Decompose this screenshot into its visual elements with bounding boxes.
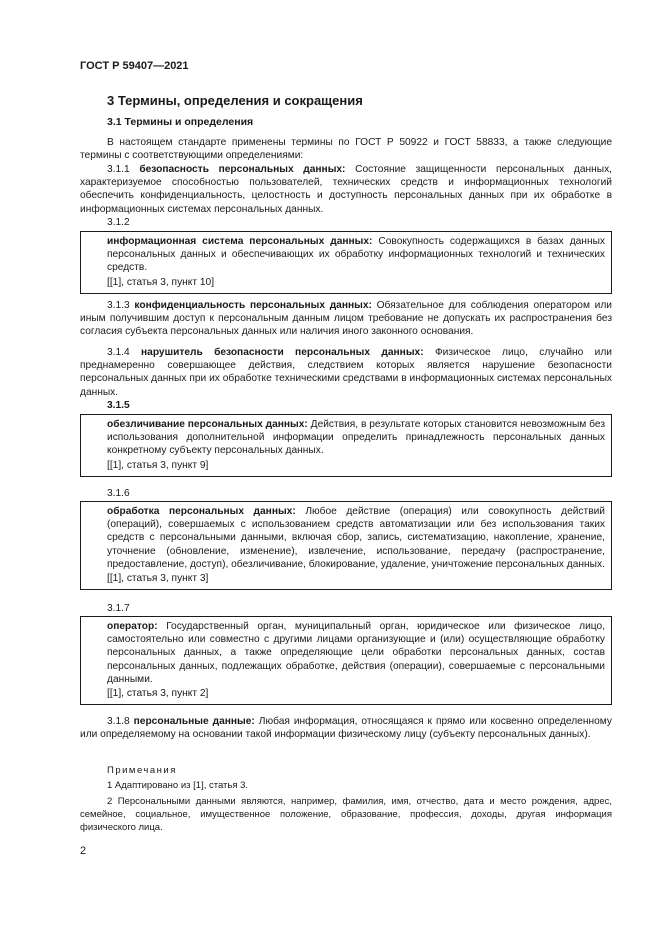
term-3-1-8: [80, 715, 612, 741]
term-definition: Обязательное для соблюдения оператором или иным получившим доступ к персональным данным лицом требование не допускать их распространения без согласия субъекта персональных данных или наличия иного законного основания.: [80, 300, 612, 338]
term-definition: Любое действие (операция) или совокупность действий (операций), совершаемых с использованием средств автоматизации или без использования таких средств с персональными данными, включая сбор, запись, систематизацию, накопление, хранение, уточнение (обновление, изменение), извлечение, использование, передачу (распространение, предоставление, доступ), обезличивание, блокирование, удаление, уничтожение персональных данных.: [107, 506, 605, 570]
term-definition: Действия, в результате которых становится невозможным без использования дополнительной информации определить принадлежность персональных данных конкретному субъекту персональных данных.: [107, 419, 605, 457]
term-number: 3.1.3: [107, 300, 130, 311]
note-2: 2 Персональными данными являются, например, фамилия, имя, отчество, дата и место рождения, адрес, семейное, социальное, имущественное положение, образование, профессия, доходы, другая информация физического лица.: [80, 796, 612, 833]
term-3-1-4: [80, 346, 612, 399]
term-source: [[1], статья 3, пункт 2]: [107, 688, 209, 700]
term-3-1-3: [80, 299, 612, 339]
term-definition: Совокупность содержащихся в базах данных персональных данных и обеспечивающих их обработку информационных технологий и технических средств.: [107, 236, 605, 274]
term-3-1-5: [107, 418, 605, 458]
term-definition: Любая информация, относящаяся к прямо или косвенно определенному или определяемому на основании такой информации физическому лицу (субъекту персональных данных).: [80, 716, 612, 741]
page-number: 2: [80, 845, 87, 857]
term-source: [[1], статья 3, пункт 10]: [107, 276, 215, 288]
term-box-3-1-2: [80, 231, 612, 294]
term-definition: Государственный орган, муниципальный орган, юридическое или физическое лицо, самостоятельно или совместно с другими лицами организующие и (или) осуществляющие обработку персональных данных, а также определяющие цели обработки персональных данных, состав персональных данных, подлежащих обработке, действия (операции), совершаемые с персональными данными.: [107, 621, 605, 685]
term-3-1-6: [107, 505, 605, 571]
term-number-3-1-6: 3.1.6: [107, 488, 130, 499]
term-3-1-1: [80, 163, 612, 216]
term-name: персональные данные:: [133, 716, 255, 727]
term-name: информационная система персональных данных:: [107, 236, 373, 247]
term-number: 3.1.4: [107, 347, 130, 358]
notes-heading: Примечания: [107, 765, 177, 776]
intro-paragraph: В настоящем стандарте применены термины по ГОСТ Р 50922 и ГОСТ 58833, а также следующие термины с соответствующими определениями:: [80, 137, 612, 162]
term-source: [[1], статья 3, пункт 3]: [107, 573, 209, 585]
term-number-3-1-7: 3.1.7: [107, 603, 130, 614]
term-3-1-2: [107, 235, 605, 275]
section-title: 3 Термины, определения и сокращения: [107, 93, 363, 108]
term-name: обезличивание персональных данных:: [107, 419, 308, 430]
standard-designation: ГОСТ Р 59407—2021: [80, 60, 189, 72]
term-name: обработка персональных данных:: [107, 506, 296, 517]
term-name: безопасность персональных данных:: [139, 164, 346, 175]
term-number-3-1-2: 3.1.2: [107, 217, 130, 228]
term-name: нарушитель безопасности персональных данных:: [141, 347, 424, 358]
subsection-title: 3.1 Термины и определения: [107, 116, 254, 128]
term-number: 3.1.8: [107, 716, 130, 727]
term-name: конфиденциальность персональных данных:: [134, 300, 372, 311]
term-box-3-1-5: [80, 414, 612, 477]
note-1: 1 Адаптировано из [1], статья 3.: [107, 780, 249, 791]
term-source: [[1], статья 3, пункт 9]: [107, 459, 209, 471]
term-name: оператор:: [107, 621, 158, 632]
term-number-3-1-5: 3.1.5: [107, 400, 130, 411]
term-box-3-1-6: [80, 501, 612, 590]
term-definition: Физическое лицо, случайно или преднамеренно совершающее действия, следствием которых является нарушение безопасности персональных данных при их обработке техническими средствами в информационных системах персональных данных.: [80, 347, 612, 398]
term-number: 3.1.1: [107, 164, 130, 175]
term-box-3-1-7: [80, 616, 612, 705]
term-definition: Состояние защищенности персональных данных, характеризуемое способностью пользователей, технических средств и информационных технологий обеспечить конфиденциальность, целостность и доступность персональных данных при их обработке в информационных системах персональных данных.: [80, 164, 612, 215]
term-3-1-7: [107, 620, 605, 686]
